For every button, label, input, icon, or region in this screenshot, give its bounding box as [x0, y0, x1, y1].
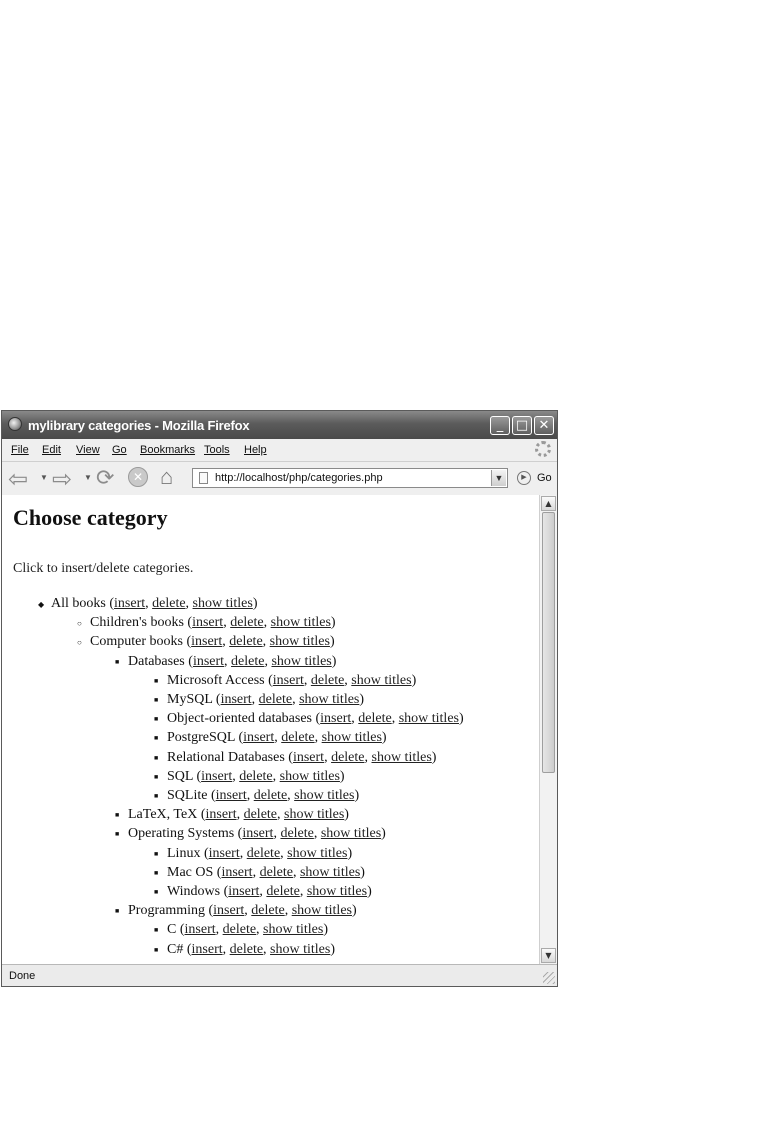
resize-grip-icon[interactable]	[543, 972, 555, 984]
category-item: ■ Windows (insert, delete, show titles)	[154, 884, 372, 899]
go-button[interactable]: Go	[537, 472, 552, 484]
menu-edit-label: Edit	[42, 444, 61, 456]
insert-link[interactable]: insert	[191, 634, 223, 650]
category-name: LaTeX, TeX	[128, 807, 198, 823]
category-item: ■ SQL (insert, delete, show titles)	[154, 768, 345, 784]
bullet-icon: ■	[154, 715, 159, 724]
show-titles-link[interactable]: show titles	[320, 826, 382, 842]
category-item: ■ Programming (insert, delete, show titles)	[115, 903, 357, 919]
menu-tools-label: Tools	[204, 444, 230, 456]
title-bar	[2, 411, 557, 439]
bullet-icon: ■	[154, 849, 159, 858]
menu-view[interactable]	[76, 444, 100, 456]
insert-link[interactable]: insert	[191, 941, 223, 957]
back-icon[interactable]: ⇦	[8, 466, 29, 493]
delete-link[interactable]: delete	[253, 788, 288, 803]
show-titles-link[interactable]: show titles	[398, 711, 459, 727]
delete-link[interactable]: delete	[231, 653, 265, 669]
vertical-scrollbar[interactable]	[539, 495, 557, 964]
forward-icon[interactable]: ⇨	[52, 466, 73, 493]
menu-file[interactable]	[11, 444, 29, 456]
delete-link[interactable]: delete	[251, 903, 285, 919]
stop-icon[interactable]: ✕	[128, 467, 148, 487]
bullet-icon: ■	[115, 657, 120, 666]
category-name: Operating Systems	[128, 826, 235, 842]
menu-bar	[2, 439, 557, 462]
status-text: Done	[9, 970, 36, 982]
status-bar	[2, 964, 557, 986]
category-item: ■ LaTeX, TeX (insert, delete, show titles)	[115, 807, 349, 823]
bullet-icon: ■	[154, 926, 159, 935]
delete-link[interactable]: delete	[358, 711, 392, 727]
scroll-down-icon[interactable]: ▼	[541, 948, 556, 963]
category-item: ■ SQLite (insert, delete, show titles)	[154, 788, 360, 803]
show-titles-link[interactable]: show titles	[306, 884, 368, 899]
category-item: ○ Computer books (insert, delete, show titles)	[77, 634, 335, 650]
show-titles-link[interactable]: show titles	[291, 903, 352, 919]
show-titles-link[interactable]: show titles	[371, 749, 432, 765]
minimize-button[interactable]: _	[490, 416, 510, 435]
show-titles-link[interactable]: show titles	[299, 864, 361, 880]
delete-link[interactable]: delete	[280, 826, 314, 842]
show-titles-link[interactable]: show titles	[321, 730, 382, 746]
insert-link[interactable]: insert	[320, 711, 352, 727]
category-name: SQL	[167, 768, 193, 784]
show-titles-link[interactable]: show titles	[271, 653, 332, 669]
insert-link[interactable]: insert	[192, 653, 225, 669]
show-titles-link[interactable]: show titles	[270, 941, 331, 957]
throbber-icon	[535, 441, 551, 457]
category-name: Programming	[128, 903, 205, 919]
forward-dropdown-icon[interactable]: ▼	[84, 473, 92, 482]
insert-link[interactable]: insert	[220, 692, 252, 707]
delete-link[interactable]: delete	[331, 749, 365, 765]
delete-link[interactable]: delete	[230, 615, 264, 631]
insert-link[interactable]: insert	[228, 884, 260, 899]
delete-link[interactable]: delete	[310, 672, 345, 688]
category-item: ○ Children's books (insert, delete, show titles)	[77, 615, 336, 631]
show-titles-link[interactable]: show titles	[287, 845, 348, 861]
delete-link[interactable]: delete	[152, 596, 186, 611]
bullet-icon: ■	[115, 907, 120, 916]
delete-link[interactable]: delete	[222, 922, 257, 938]
bullet-icon: ○	[77, 638, 82, 648]
delete-link[interactable]: delete	[259, 864, 293, 880]
insert-link[interactable]: insert	[272, 672, 304, 688]
page-icon	[199, 472, 208, 484]
insert-link[interactable]: insert	[221, 864, 253, 880]
menu-go-label: Go	[112, 444, 127, 456]
show-titles-link[interactable]: show titles	[270, 615, 331, 631]
show-titles-link[interactable]: show titles	[299, 692, 360, 707]
category-item: ■ C# (insert, delete, show titles)	[154, 941, 335, 957]
category-item: ■ Databases (insert, delete, show titles)	[115, 653, 337, 669]
category-name: Relational Databases	[167, 749, 285, 765]
category-name: Computer books	[90, 634, 183, 650]
menu-bookmarks-label: Bookmarks	[140, 444, 196, 456]
bullet-icon: ◆	[38, 600, 45, 609]
bullet-icon: ■	[115, 811, 120, 820]
bullet-icon: ■	[154, 945, 159, 954]
insert-link[interactable]: insert	[243, 730, 275, 746]
bullet-icon: ■	[154, 696, 159, 704]
intro-text: Click to insert/delete categories.	[13, 561, 194, 576]
show-titles-link[interactable]: show titles	[269, 634, 330, 650]
category-name: Object-oriented databases	[167, 711, 312, 727]
category-name: Linux	[167, 845, 201, 861]
maximize-button[interactable]: □	[512, 416, 532, 435]
insert-link[interactable]: insert	[213, 903, 245, 919]
menu-edit[interactable]	[42, 444, 61, 456]
bullet-icon: ■	[154, 734, 159, 743]
bullet-icon: ■	[154, 772, 159, 781]
category-item: ■ Relational Databases (insert, delete, show titles)	[154, 749, 437, 765]
show-titles-link[interactable]: show titles	[263, 922, 324, 938]
category-name: MySQL	[167, 692, 213, 707]
insert-link[interactable]: insert	[205, 807, 237, 823]
category-name: C#	[167, 941, 184, 957]
insert-link[interactable]: insert	[292, 749, 325, 765]
show-titles-link[interactable]: show titles	[284, 807, 345, 823]
bullet-icon: ■	[154, 868, 159, 877]
insert-link[interactable]: insert	[201, 768, 233, 784]
category-item: ■ Object-oriented databases (insert, delete, show titles)	[154, 711, 464, 727]
delete-link[interactable]: delete	[281, 730, 315, 746]
address-text: http://localhost/php/categories.php	[215, 472, 383, 484]
delete-link[interactable]: delete	[229, 634, 263, 650]
delete-link[interactable]: delete	[258, 692, 293, 707]
category-item: ◆ All books (insert, delete, show titles)	[38, 596, 258, 611]
go-icon[interactable]: ▶	[517, 471, 531, 485]
delete-link[interactable]: delete	[246, 845, 281, 861]
category-name: Children's books	[90, 615, 184, 631]
close-button[interactable]: ✕	[534, 416, 554, 435]
menu-bookmarks[interactable]	[140, 444, 195, 456]
category-item: ■ PostgreSQL (insert, delete, show titles)	[154, 730, 387, 746]
category-name: All books	[51, 596, 106, 611]
insert-link[interactable]: insert	[208, 845, 240, 861]
insert-link[interactable]: insert	[114, 596, 146, 611]
bullet-icon: ■	[154, 792, 159, 800]
category-item: ■ Operating Systems (insert, delete, show titles)	[115, 826, 386, 842]
insert-link[interactable]: insert	[215, 788, 247, 803]
menu-file-label: File	[11, 444, 29, 456]
navigation-toolbar	[2, 462, 557, 496]
bullet-icon: ■	[154, 753, 159, 762]
category-item: ■ Microsoft Access (insert, delete, show titles)	[154, 672, 417, 688]
menu-go[interactable]	[112, 444, 127, 456]
window-title: mylibrary categories - Mozilla Firefox	[28, 418, 250, 433]
address-dropdown-icon[interactable]: ▼	[491, 470, 506, 486]
show-titles-link[interactable]: show titles	[192, 596, 253, 611]
home-icon[interactable]: ⌂	[160, 464, 174, 489]
page-title: Choose category	[13, 505, 168, 530]
insert-link[interactable]: insert	[184, 922, 216, 938]
bullet-icon: ○	[77, 619, 82, 629]
firefox-icon	[8, 417, 22, 431]
insert-link[interactable]: insert	[242, 826, 274, 842]
show-titles-link[interactable]: show titles	[351, 672, 412, 688]
category-item: ■ MySQL (insert, delete, show titles)	[154, 692, 365, 707]
category-name: Databases	[128, 653, 185, 669]
page-content	[2, 495, 539, 964]
category-name: Microsoft Access	[167, 672, 265, 688]
back-dropdown-icon[interactable]: ▼	[40, 473, 48, 482]
delete-link[interactable]: delete	[239, 768, 273, 784]
category-item: ■ C (insert, delete, show titles)	[154, 922, 328, 938]
bullet-icon: ■	[154, 888, 159, 896]
menu-tools[interactable]	[204, 444, 230, 456]
show-titles-link[interactable]: show titles	[294, 788, 355, 803]
delete-link[interactable]: delete	[229, 941, 264, 957]
scroll-thumb[interactable]	[542, 512, 555, 773]
category-name: SQLite	[167, 788, 208, 803]
menu-help[interactable]	[244, 444, 267, 456]
category-name: Mac OS	[167, 864, 214, 880]
delete-link[interactable]: delete	[266, 884, 300, 899]
menu-help-label: Help	[244, 444, 267, 456]
category-name: C	[167, 922, 177, 938]
show-titles-link[interactable]: show titles	[279, 768, 340, 784]
category-item: ■ Linux (insert, delete, show titles)	[154, 845, 353, 861]
menu-view-label: View	[76, 444, 100, 456]
reload-icon[interactable]: ⟳	[96, 465, 115, 490]
address-bar[interactable]	[192, 468, 508, 488]
bullet-icon: ■	[115, 830, 120, 839]
delete-link[interactable]: delete	[243, 807, 278, 823]
browser-window	[1, 410, 558, 987]
category-name: PostgreSQL	[167, 730, 235, 746]
category-item: ■ Mac OS (insert, delete, show titles)	[154, 864, 365, 880]
category-name: Windows	[167, 884, 221, 899]
bullet-icon: ■	[154, 676, 159, 685]
insert-link[interactable]: insert	[192, 615, 224, 631]
scroll-up-icon[interactable]: ▲	[541, 496, 556, 511]
